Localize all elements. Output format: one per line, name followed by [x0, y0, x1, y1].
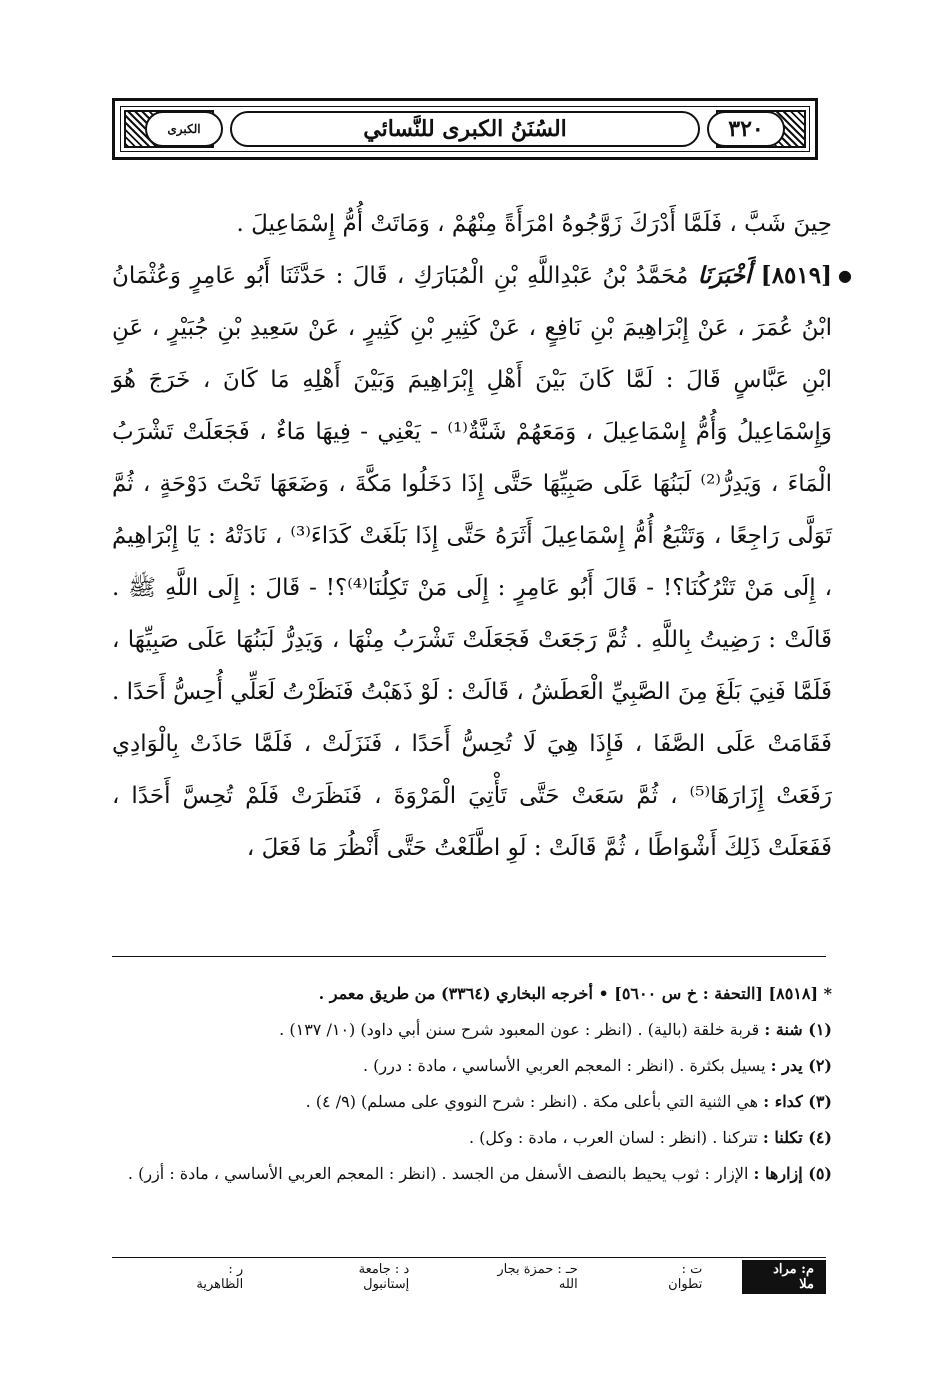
- footer-divider: [112, 1257, 826, 1258]
- manuscript-source: ت : تطوان: [668, 1262, 703, 1292]
- source-line: * [٨٥١٨] [التحفة : خ س ٥٦٠٠] • أخرجه البخاري (٣٣٦٤) من طريق معمر .: [318, 984, 832, 1003]
- footnote-term: (١) شنة :: [764, 1020, 832, 1039]
- manuscript-footer: [112, 1262, 826, 1292]
- footnote-text: تتركنا . (انظر : لسان العرب ، مادة : وكل) .: [468, 1128, 758, 1147]
- footnote-item: [112, 1048, 832, 1084]
- footnote-term: (٣) كداء :: [763, 1092, 832, 1111]
- seal-text: الكبرى: [145, 111, 223, 147]
- bullet-icon: ●: [838, 266, 852, 285]
- footnote-divider: [112, 956, 826, 957]
- hadith-paragraph: [112, 250, 852, 874]
- footnote-item: [112, 1156, 832, 1192]
- hadith-opening: أَخْبَرَنَا: [697, 262, 752, 289]
- page-number: ٣٢٠: [707, 111, 785, 147]
- hadith-number: [٨٥١٩]: [760, 262, 832, 289]
- manuscript-source: د : جامعة إستانبول: [358, 1262, 410, 1292]
- manuscript-source: حـ : حمزة بجار الله: [497, 1262, 578, 1292]
- carryover-line: حِينَ شَبَّ ، فَلَمَّا أَدْرَكَ زَوَّجُوهُ امْرَأَةً مِنْهُمْ ، وَمَاتَتْ أُمُّ إِسْمَاعِيلَ .: [236, 211, 832, 237]
- footnote-item: [112, 1120, 832, 1156]
- footnote-term: (٤) تكلنا :: [762, 1128, 832, 1147]
- footnote-term: (٥) إزارها :: [753, 1164, 832, 1183]
- manuscript-source: ر : الظاهرية: [196, 1262, 244, 1292]
- footnote-text: يسيل بكثرة . (انظر : المعجم العربي الأساسي ، مادة : درر) .: [363, 1056, 766, 1075]
- book-title: السُنَنُ الكبرى للنَّسائي: [230, 111, 700, 147]
- footnote-item: [112, 1084, 832, 1120]
- footnote-text: قربة خلقة (بالية) . (انظر : عون المعبود شرح سنن أبي داود) (١٠/ ١٣٧) .: [279, 1020, 760, 1039]
- main-text: [112, 198, 852, 874]
- manuscript-badge: م: مراد ملا: [742, 1260, 826, 1294]
- footnote-text: هي الثنية التي بأعلى مكة . (انظر : شرح النووي على مسلم) (٩/ ٤) .: [305, 1092, 759, 1111]
- footnotes: [112, 976, 832, 1192]
- footnote-item: [112, 1012, 832, 1048]
- hadith-text: مُحَمَّدُ بْنُ عَبْدِاللَّهِ بْنِ الْمُبَارَكِ ، قَالَ : حَدَّثَنَا أَبُو عَامِرٍ وَعُثْمَانُ ابْنُ عُمَرَ ، عَنْ إِبْرَاهِيمَ بْنِ نَافِعٍ ، عَنْ كَثِيرِ بْنِ كَثِيرٍ ، عَنْ سَعِيدِ بْنِ جُبَيْرٍ ، عَنِ ابْنِ عَبَّاسٍ قَالَ : لَمَّا كَانَ بَيْنَ أَهْلِ إِبْرَاهِيمَ وَبَيْنَ أَهْلِهِ مَا كَانَ ، خَرَجَ هُوَ وَإِسْمَاعِيلُ وَأُمُّ إِسْمَاعِيلَ ، وَمَعَهُمْ شَنَّةٌ⁽¹⁾ - يَعْنِي - فِيهَا مَاءٌ ، فَجَعَلَتْ تَشْرَبُ الْمَاءَ ، وَيَدِرُّ⁽²⁾ لَبَنُهَا عَلَى صَبِيِّهَا حَتَّى إِذَا دَخَلُوا مَكَّةَ ، وَضَعَهَا تَحْتَ دَوْحَةٍ ، ثُمَّ تَوَلَّى رَاجِعًا ، وَتَتْبَعُ أُمُّ إِسْمَاعِيلَ أَثَرَهُ حَتَّى إِذَا بَلَغَتْ كَدَاءَ⁽³⁾ ، نَادَتْهُ : يَا إِبْرَاهِيمُ ، إِلَى مَنْ تَتْرُكُنَا؟! - قَالَ أَبُو عَامِرٍ : إِلَى مَنْ تَكِلُنَا⁽⁴⁾؟! - قَالَ : إِلَى اللَّهِ ﷺ . قَالَتْ : رَضِيتُ بِاللَّهِ . ثُمَّ رَجَعَتْ فَجَعَلَتْ تَشْرَبُ مِنْهَا ، وَيَدِرُّ لَبَنُهَا عَلَى صَبِيِّهَا ، فَلَمَّا فَنِيَ بَلَغَ مِنَ الصَّبِيِّ الْعَطَشُ ، قَالَتْ : لَوْ ذَهَبْتُ فَنَظَرْتُ لَعَلِّي أُحِسُّ أَحَدًا . فَقَامَتْ عَلَى الصَّفَا ، فَإِذَا هِيَ لَا تُحِسُّ أَحَدًا ، فَنَزَلَتْ ، فَلَمَّا حَاذَتْ بِالْوَادِي رَفَعَتْ إِزَارَهَا⁽⁵⁾ ، ثُمَّ سَعَتْ حَتَّى تَأْتِيَ الْمَرْوَةَ ، فَنَظَرَتْ فَلَمْ تُحِسَّ أَحَدًا ، فَفَعَلَتْ ذَلِكَ أَشْوَاطًا ، ثُمَّ قَالَتْ : لَوِ اطَّلَعْتُ حَتَّى أَنْظُرَ مَا فَعَلَ ،: [112, 263, 833, 861]
- footnote-term: (٢) يدر :: [770, 1056, 832, 1075]
- running-header: [112, 98, 818, 160]
- footnote-text: الإزار : ثوب يحيط بالنصف الأسفل من الجسد . (انظر : المعجم العربي الأساسي ، مادة : أزر) .: [127, 1164, 749, 1183]
